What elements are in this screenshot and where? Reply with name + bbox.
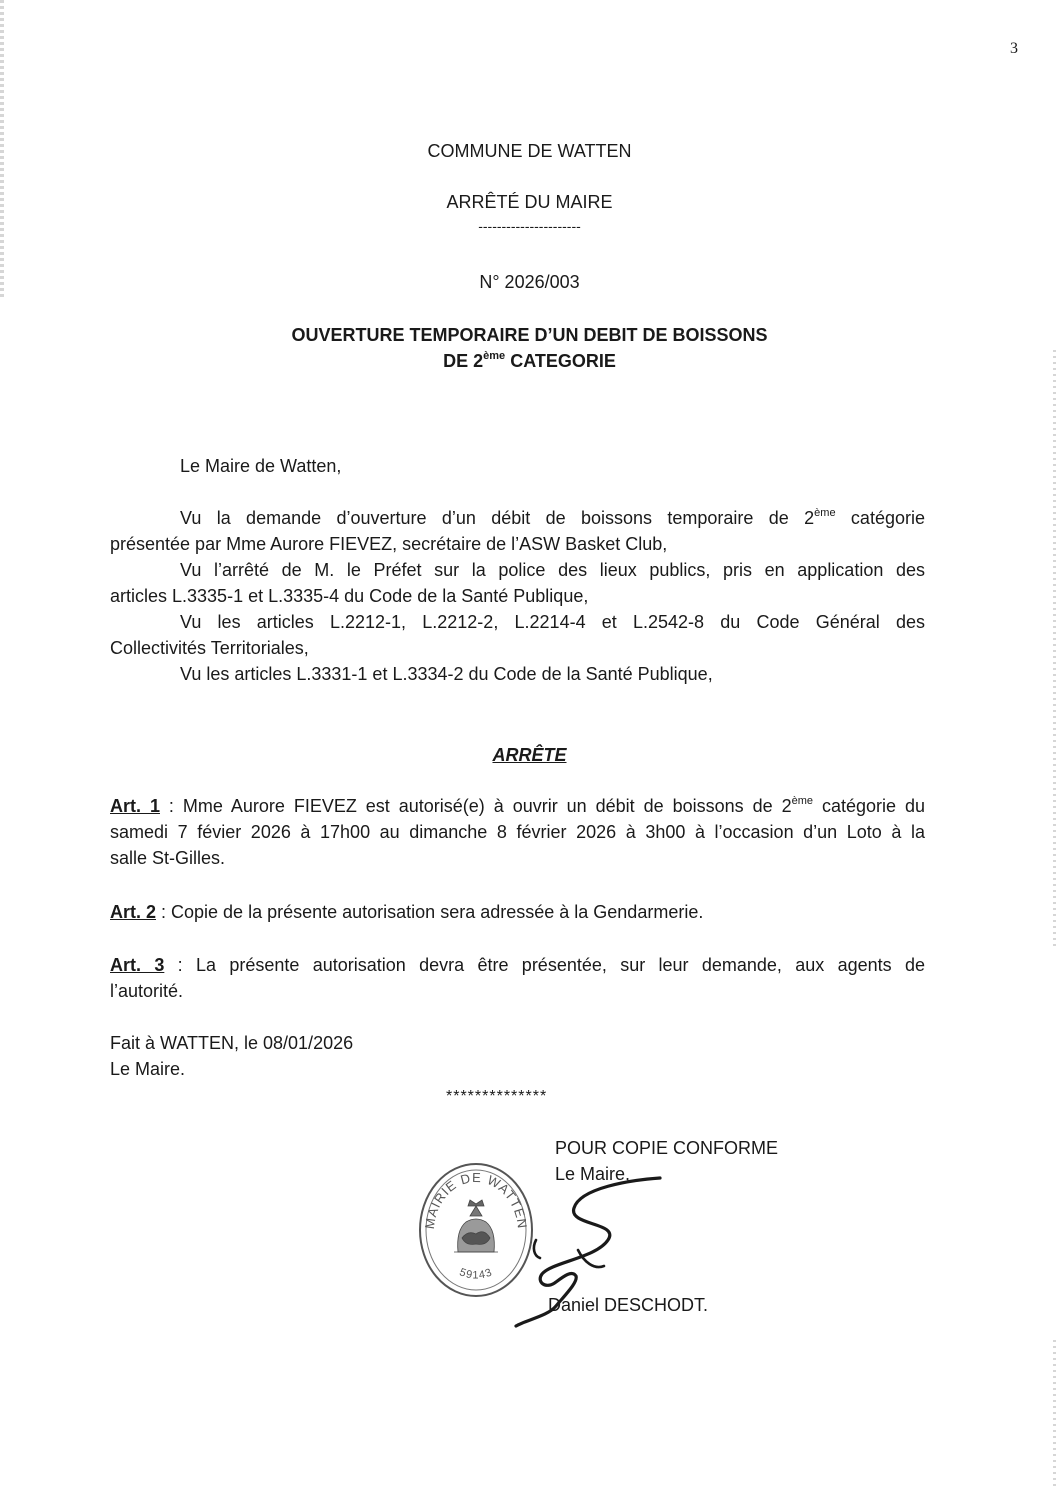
vu1-line-1: Vu la demande d’ouverture d’un débit de boissons temporaire de 2ème catégorie — [180, 507, 925, 528]
signataire-name: Daniel DESCHODT. — [548, 1295, 709, 1315]
stars-separator: ************** — [446, 1088, 548, 1105]
svg-text:59143 — [458, 1266, 495, 1281]
page-number: 3 — [1010, 40, 1018, 57]
scan-edge-right — [1053, 350, 1056, 950]
vu4-line: Vu les articles L.3331-1 et L.3334-2 du Code de la Santé Publique, — [180, 664, 713, 684]
fait-a: Fait à WATTEN, le 08/01/2026 — [110, 1033, 354, 1053]
arrete-du-maire-title: ARRÊTÉ DU MAIRE — [446, 192, 613, 212]
pour-copie-conforme: POUR COPIE CONFORME — [555, 1138, 779, 1158]
le-maire: Le Maire. — [110, 1059, 186, 1079]
arrete-heading: ARRÊTE — [492, 745, 567, 765]
article-2: Art. 2 : Copie de la présente autorisation sera adressée à la Gendarmerie. — [110, 902, 704, 922]
stamp-text-top: MAIRIE DE WATTEN — [421, 1169, 531, 1230]
article-1-line-1: Art. 1 : Mme Aurore FIEVEZ est autorisé(e) à ouvrir un débit de boissons de 2ème catégorie du — [110, 795, 925, 816]
stamp-text-bottom: 59143 — [457, 1266, 495, 1282]
article-1-line-2: samedi 7 févier 2026 à 17h00 au dimanche 8 février 2026 à 3h00 à l’occasion d’un Loto à la — [110, 822, 925, 842]
le-maire-signature-label: Le Maire, — [555, 1164, 631, 1184]
article-3-label: Art. 3 — [110, 955, 165, 975]
arrete-number: N° 2026/003 — [479, 272, 580, 292]
objet-line-2: DE 2ème CATEGORIE — [443, 350, 616, 371]
vu2-line-2: articles L.3335-1 et L.3335-4 du Code de la Santé Publique, — [110, 586, 589, 606]
vu1-line-2: présentée par Mme Aurore FIEVEZ, secrétaire de l’ASW Basket Club, — [110, 534, 668, 554]
article-2-label: Art. 2 — [110, 902, 157, 922]
commune-title: COMMUNE DE WATTEN — [427, 141, 632, 161]
vu2-line-1: Vu l’arrêté de M. le Préfet sur la police des lieux publics, pris en application des — [180, 560, 925, 580]
objet-line-1: OUVERTURE TEMPORAIRE D’UN DEBIT DE BOISSONS — [291, 325, 768, 345]
article-3-line-2: l’autorité. — [110, 981, 184, 1001]
article-3-line-1: Art. 3 : La présente autorisation devra être présentée, sur leur demande, aux agents de — [110, 955, 925, 975]
vu3-line-1: Vu les articles L.2212-1, L.2212-2, L.2214-4 et L.2542-8 du Code Général des — [180, 612, 925, 632]
title-separator: ---------------------- — [478, 218, 581, 234]
vu3-line-2: Collectivités Territoriales, — [110, 638, 309, 658]
preamble-intro: Le Maire de Watten, — [180, 456, 342, 476]
scan-edge-right-lower — [1053, 1340, 1056, 1490]
article-1-line-3: salle St-Gilles. — [110, 848, 226, 868]
article-1-label: Art. 1 — [110, 796, 160, 816]
